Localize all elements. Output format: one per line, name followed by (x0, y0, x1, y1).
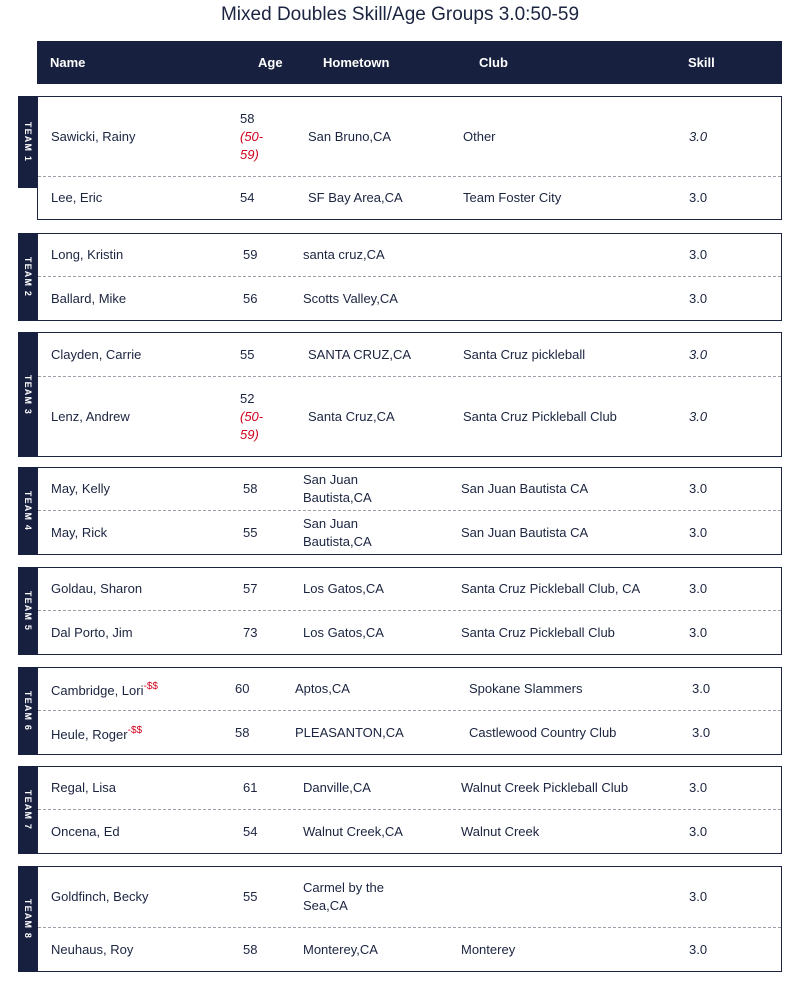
player-age-value: 55 (240, 346, 255, 362)
player-hometown: Aptos,CA (295, 681, 350, 696)
team-box (37, 233, 782, 321)
player-name-text: Regal, Lisa (51, 780, 117, 795)
table-row (38, 277, 781, 320)
player-hometown: PLEASANTON,CA (295, 724, 404, 740)
player-hometown: Scotts Valley,CA (303, 290, 398, 306)
player-age (243, 888, 257, 906)
player-hometown: Monterey,CA (303, 941, 378, 957)
team-label (18, 467, 37, 555)
team-box (37, 667, 782, 755)
table-row (38, 511, 781, 554)
table-row (38, 234, 781, 277)
player-age-value: 58 (243, 941, 258, 957)
table-row (38, 177, 781, 219)
player-name (51, 678, 158, 700)
team-box (37, 567, 782, 655)
player-hometown: SF Bay Area,CA (308, 190, 403, 205)
age-group-note: (50-59) (240, 408, 264, 442)
team-box (37, 766, 782, 854)
player-club: Monterey (461, 941, 516, 957)
player-club: Other (463, 128, 496, 144)
table-row (38, 867, 781, 928)
player-name (51, 888, 149, 906)
player-name-text: May, Kelly (51, 481, 110, 496)
player-age-value: 58 (235, 724, 250, 740)
table-row (38, 377, 781, 456)
player-name (51, 408, 130, 426)
player-skill: 3.0 (689, 346, 708, 362)
team-label (18, 866, 37, 972)
player-age-value: 60 (235, 681, 250, 696)
team-group (18, 567, 782, 655)
player-skill: 3.0 (689, 128, 708, 144)
player-skill: 3.0 (689, 190, 708, 205)
player-skill: 3.0 (689, 780, 708, 795)
team-group (18, 667, 782, 755)
player-name (51, 290, 126, 308)
player-age-value: 61 (243, 780, 258, 795)
player-skill: 3.0 (689, 889, 708, 904)
age-group-note: (50-59) (240, 128, 264, 162)
player-hometown: Los Gatos,CA (303, 624, 384, 640)
table-row (38, 97, 781, 177)
team-label (18, 96, 37, 188)
player-name-text: Lee, Eric (51, 190, 103, 205)
player-age-value: 59 (243, 247, 258, 262)
team-label (18, 332, 37, 457)
player-name-text: Neuhaus, Roy (51, 941, 134, 957)
player-club: Santa Cruz Pickleball Club (463, 408, 617, 424)
player-club: Spokane Slammers (469, 681, 583, 696)
team-group (18, 467, 782, 555)
player-name (51, 246, 123, 264)
player-name-text: Heule, Roger (51, 726, 128, 742)
player-name-text: Dal Porto, Jim (51, 624, 133, 640)
player-hometown: Carmel by the Sea,CA (303, 880, 384, 913)
player-skill: 3.0 (689, 408, 708, 424)
player-name-text: Goldfinch, Becky (51, 889, 149, 904)
player-age (243, 823, 257, 841)
table-row (38, 333, 781, 377)
player-name (51, 624, 133, 642)
player-age-value: 55 (243, 524, 258, 540)
table-row (38, 611, 781, 654)
player-age (243, 524, 257, 542)
team-label-text: TEAM 7 (22, 789, 33, 831)
header-hometown: Hometown (323, 55, 390, 70)
player-age-value: 52 (240, 390, 255, 406)
player-hometown: Los Gatos,CA (303, 581, 384, 596)
team-box (37, 866, 782, 972)
player-club: San Juan Bautista CA (461, 481, 589, 496)
player-club: Santa Cruz Pickleball Club, CA (461, 581, 641, 596)
player-age-value: 54 (240, 190, 255, 205)
player-age-value: 55 (243, 889, 258, 904)
player-name-text: May, Rick (51, 524, 108, 540)
player-age (243, 290, 257, 308)
player-club: Santa Cruz pickleball (463, 346, 586, 362)
table-row (38, 928, 781, 971)
header-age: Age (258, 55, 283, 70)
team-box (37, 467, 782, 555)
team-label-text: TEAM 5 (22, 590, 33, 632)
player-skill: 3.0 (689, 247, 708, 262)
table-row (38, 810, 781, 853)
player-skill: 3.0 (689, 481, 708, 496)
player-skill: 3.0 (692, 681, 711, 696)
player-hometown: San Juan Bautista,CA (303, 472, 372, 505)
player-age (240, 110, 276, 164)
player-name-text: Oncena, Ed (51, 823, 120, 839)
team-label-text: TEAM 1 (22, 121, 33, 163)
team-label (18, 233, 37, 321)
player-age-value: 54 (243, 823, 258, 839)
player-age-value: 58 (243, 481, 258, 496)
player-skill: 3.0 (692, 724, 711, 740)
header-name: Name (50, 55, 86, 70)
player-name (51, 941, 133, 959)
page-title: Mixed Doubles Skill/Age Groups 3.0:50-59 (220, 4, 580, 25)
table-row (38, 568, 781, 611)
payment-mark: -$$ (127, 724, 143, 736)
team-label-text: TEAM 4 (22, 490, 33, 532)
player-age (243, 580, 257, 598)
player-age-value: 57 (243, 581, 258, 596)
player-name (51, 722, 142, 744)
player-hometown: Walnut Creek,CA (303, 823, 403, 839)
team-label-text: TEAM 3 (22, 374, 33, 415)
player-club: Walnut Creek Pickleball Club (461, 780, 629, 795)
player-name-text: Lenz, Andrew (51, 408, 130, 424)
player-club: Castlewood Country Club (469, 724, 617, 740)
player-name-text: Clayden, Carrie (51, 346, 142, 362)
player-skill: 3.0 (689, 941, 708, 957)
team-label (18, 567, 37, 655)
player-club: San Juan Bautista CA (461, 524, 589, 540)
table-row (38, 711, 781, 754)
player-name-text: Ballard, Mike (51, 290, 127, 306)
player-age (243, 246, 257, 264)
player-age-value: 58 (240, 110, 255, 126)
team-label-text: TEAM 8 (22, 898, 33, 940)
player-age-value: 56 (243, 290, 258, 306)
player-age (243, 624, 257, 642)
player-age (243, 941, 257, 959)
player-name-text: Long, Kristin (51, 247, 124, 262)
player-club: Walnut Creek (461, 823, 540, 839)
table-header (37, 41, 782, 84)
player-name (51, 128, 136, 146)
player-name-text: Cambridge, Lori (51, 683, 144, 698)
player-age-value: 73 (243, 624, 258, 640)
payment-mark: -$$ (143, 681, 158, 692)
team-group (18, 866, 782, 972)
player-club: Santa Cruz Pickleball Club (461, 624, 615, 640)
player-hometown: Santa Cruz,CA (308, 408, 395, 424)
header-club: Club (479, 55, 508, 70)
player-name (51, 524, 107, 542)
player-club: Team Foster City (463, 190, 562, 205)
player-skill: 3.0 (689, 624, 708, 640)
player-skill: 3.0 (689, 524, 708, 540)
player-hometown: Danville,CA (303, 780, 371, 795)
player-hometown: San Bruno,CA (308, 128, 392, 144)
team-label-text: TEAM 6 (22, 690, 33, 732)
team-group (18, 766, 782, 854)
team-label (18, 667, 37, 755)
team-label-text: TEAM 2 (22, 256, 33, 298)
player-hometown: San Juan Bautista,CA (303, 515, 372, 549)
player-name (51, 189, 102, 207)
player-skill: 3.0 (689, 823, 708, 839)
player-age (235, 724, 249, 742)
player-name (51, 779, 116, 797)
player-name (51, 580, 142, 598)
header-skill: Skill (688, 55, 715, 70)
player-hometown: santa cruz,CA (303, 247, 385, 262)
player-name (51, 823, 120, 841)
team-group (18, 96, 782, 220)
table-row (38, 668, 781, 711)
player-name (51, 480, 110, 498)
player-age (235, 680, 249, 698)
team-box (37, 96, 782, 220)
player-name (51, 346, 141, 364)
player-name-text: Goldau, Sharon (51, 581, 143, 596)
player-age (243, 779, 257, 797)
team-group (18, 332, 782, 457)
table-row (38, 468, 781, 511)
team-group (18, 233, 782, 321)
player-name-text: Sawicki, Rainy (51, 128, 136, 144)
player-age (240, 189, 254, 207)
team-label (18, 766, 37, 854)
player-age (240, 346, 254, 364)
player-age (243, 480, 257, 498)
team-box (37, 332, 782, 457)
player-hometown: SANTA CRUZ,CA (308, 346, 412, 362)
player-age (240, 390, 276, 444)
player-skill: 3.0 (689, 290, 708, 306)
player-skill: 3.0 (689, 581, 708, 596)
table-row (38, 767, 781, 810)
